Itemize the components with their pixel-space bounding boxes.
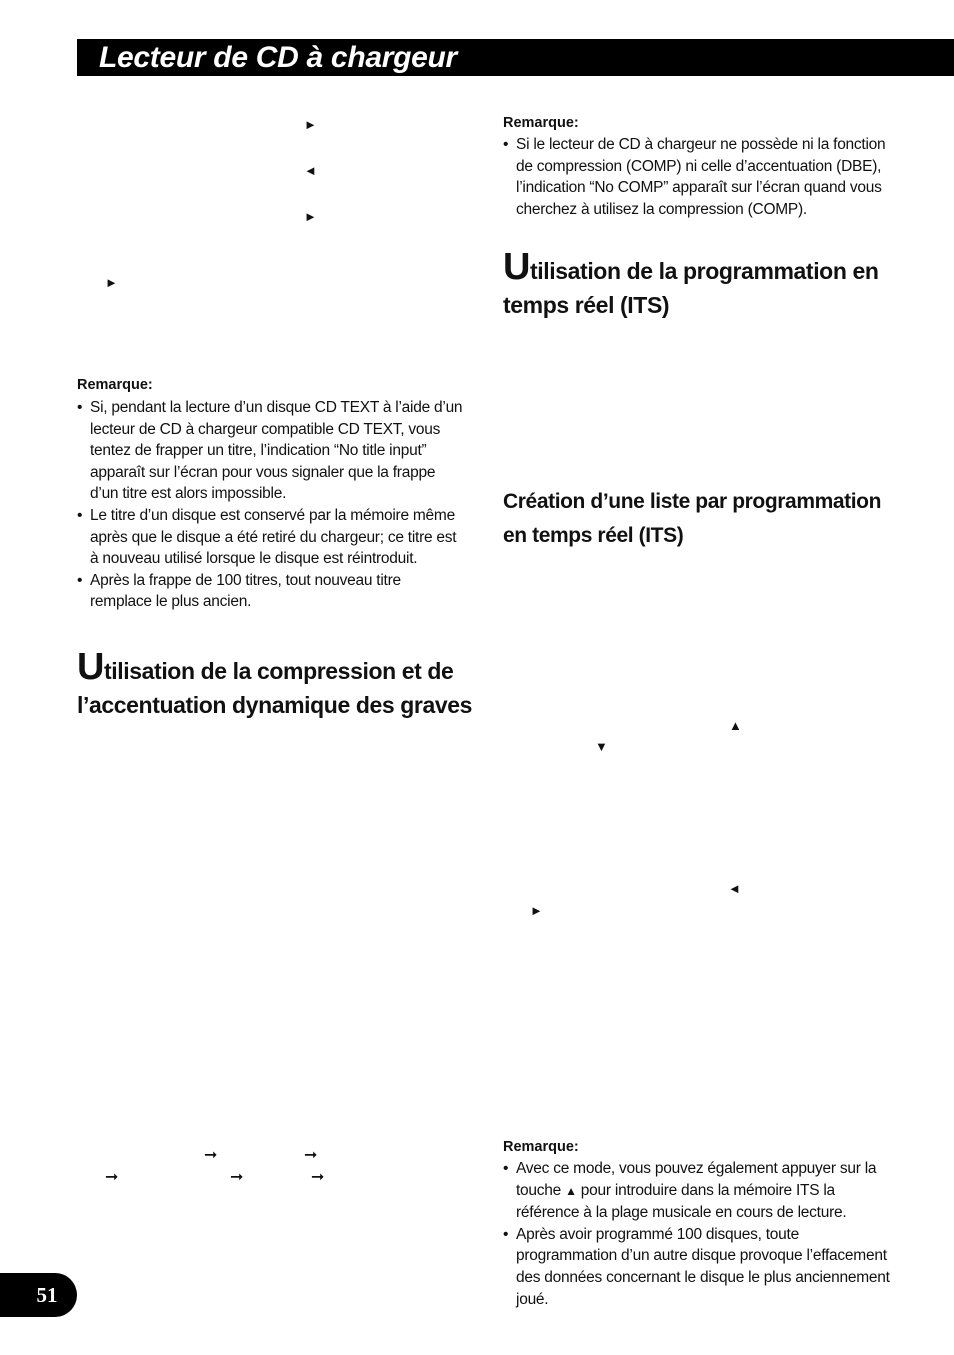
down-triangle-icon: ▼: [595, 739, 608, 754]
remark-label: Remarque:: [503, 1139, 579, 1155]
section-heading-compression: [77, 646, 477, 722]
list-item: • Si le lecteur de CD à chargeur ne possède ni la fonction de compression (COMP) ni celle d’accentuation (DBE), l’indication “No COMP” apparaît sur l’écran quand vous cherchez à utilisez la compression (COMP).: [503, 134, 888, 220]
remark-list: [77, 397, 465, 613]
right-arrow-icon: ➞: [311, 1169, 325, 1186]
right-triangle-icon: ►: [530, 903, 543, 918]
remark-label: Remarque:: [77, 377, 153, 393]
left-triangle-icon: ◄: [304, 163, 317, 178]
header-bar: [77, 39, 954, 76]
heading-initial: U: [77, 646, 105, 688]
up-triangle-icon: ▲: [565, 1183, 577, 1198]
heading-text: tilisation de la programmation en temps réel (ITS): [503, 258, 879, 318]
sub-heading-its-list: Création d’une liste par programmation en temps réel (ITS): [503, 490, 882, 547]
right-arrow-icon: ➞: [204, 1147, 218, 1164]
up-triangle-icon: ▲: [729, 718, 742, 733]
heading-initial: U: [503, 246, 531, 288]
right-arrow-icon: ➞: [230, 1169, 244, 1186]
list-item-text: Avec ce mode, vous pouvez également appuyer sur la touche: [516, 1160, 877, 1199]
page-number-tab: [0, 1273, 77, 1317]
remark-list: [503, 1158, 893, 1310]
section-heading-its: [503, 246, 903, 322]
list-item: • Le titre d’un disque est conservé par la mémoire même après que le disque a été retiré du chargeur; ce titre est à nouveau utilisé lorsque le disque est réintroduit.: [77, 505, 465, 570]
remark-label: Remarque:: [503, 115, 579, 131]
list-item-text: pour introduire dans la mémoire ITS la référence à la plage musicale en cours de lecture.: [516, 1181, 847, 1222]
left-triangle-icon: ◄: [728, 881, 741, 896]
right-arrow-icon: ➞: [304, 1147, 318, 1164]
remark-list: [503, 134, 888, 220]
page-title: Lecteur de CD à chargeur: [99, 41, 457, 74]
list-item: • Après la frappe de 100 titres, tout nouveau titre remplace le plus ancien.: [77, 570, 465, 613]
right-triangle-icon: ►: [304, 209, 317, 224]
list-item: [503, 1158, 893, 1224]
page-number: 51: [36, 1283, 58, 1307]
right-arrow-icon: ➞: [105, 1169, 119, 1186]
heading-text: tilisation de la compression et de l’accentuation dynamique des graves: [77, 658, 473, 718]
list-item: • Si, pendant la lecture d’un disque CD TEXT à l’aide d’un lecteur de CD à chargeur compatible CD TEXT, vous tentez de frapper un titre, l’indication “No title input” apparaît sur l’écran pour vous signaler que la frappe d’un titre est alors impossible.: [77, 397, 465, 505]
right-triangle-icon: ►: [304, 117, 317, 132]
right-triangle-icon: ►: [105, 275, 118, 290]
list-item: • Après avoir programmé 100 disques, toute programmation d’un autre disque provoque l’effacement des données concernant le disque le plus anciennement joué.: [503, 1224, 893, 1310]
